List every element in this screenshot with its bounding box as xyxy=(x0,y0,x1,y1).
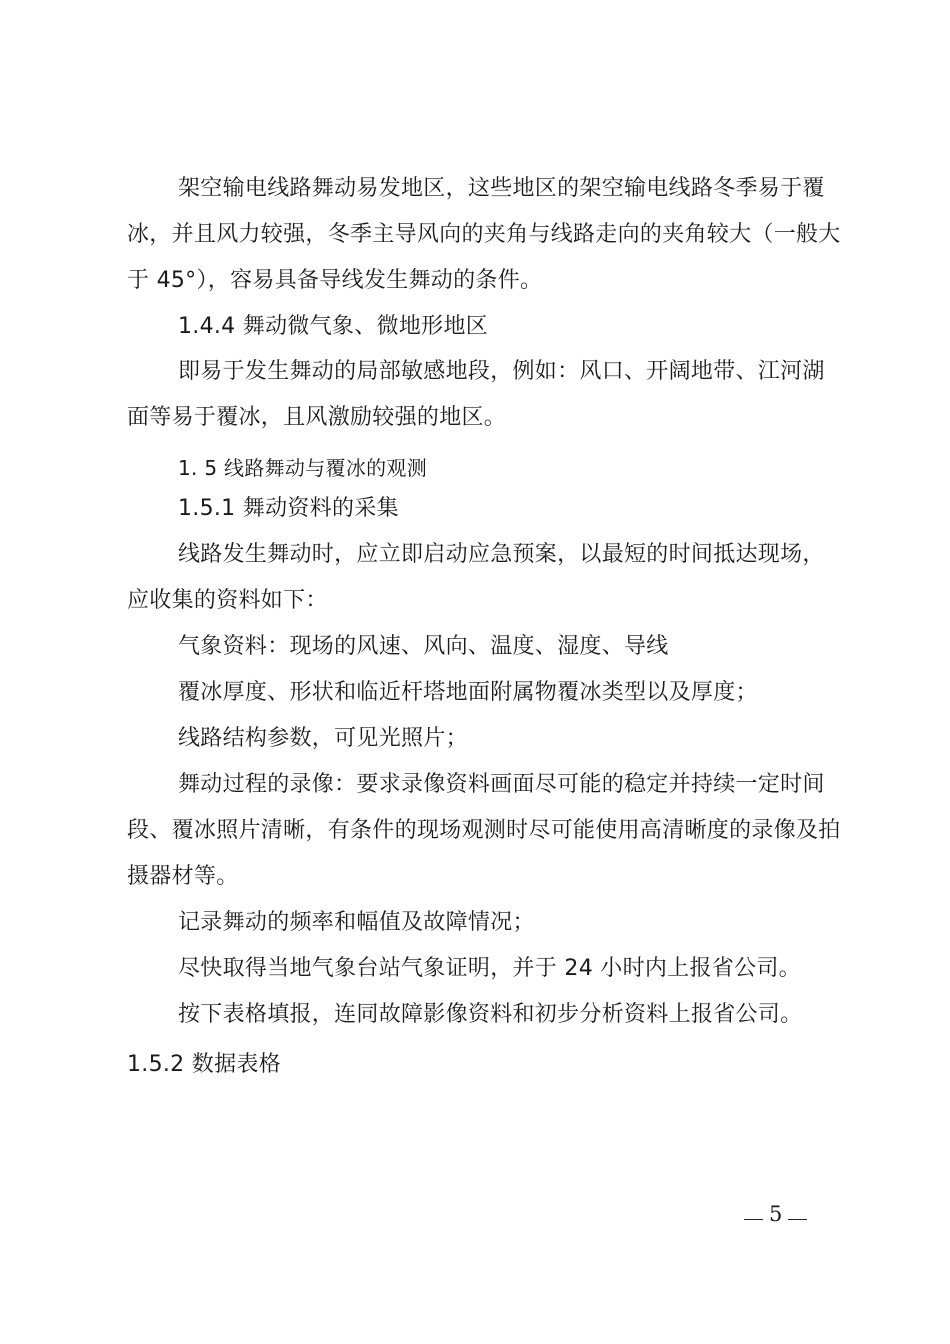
dash-left xyxy=(744,1219,763,1220)
section-heading: 1. 5 线路舞动与覆冰的观测 xyxy=(178,456,428,480)
section-heading: 1.4.4 舞动微气象、微地形地区 xyxy=(178,314,489,339)
paragraph-line: 于 45°），容易具备导线发生舞动的条件。 xyxy=(127,268,543,293)
paragraph-line: 摄器材等。 xyxy=(127,864,239,889)
paragraph-line: 架空输电线路舞动易发地区，这些地区的架空输电线路冬季易于覆 xyxy=(178,176,825,201)
paragraph-line: 面等易于覆冰，且风激励较强的地区。 xyxy=(127,405,507,430)
paragraph-line: 应收集的资料如下： xyxy=(127,588,328,613)
paragraph-line: 气象资料：现场的风速、风向、温度、湿度、导线 xyxy=(178,634,669,659)
section-heading: 1.5.1 舞动资料的采集 xyxy=(178,496,399,521)
page-number-value: 5 xyxy=(769,1202,783,1226)
paragraph-line: 即易于发生舞动的局部敏感地段，例如：风口、开阔地带、江河湖 xyxy=(178,359,825,384)
paragraph-line: 冰，并且风力较强，冬季主导风向的夹角与线路走向的夹角较大（一般大 xyxy=(127,222,841,247)
paragraph-line: 线路结构参数，可见光照片； xyxy=(178,726,468,751)
paragraph-line: 记录舞动的频率和幅值及故障情况； xyxy=(178,910,535,935)
paragraph-line: 线路发生舞动时，应立即启动应急预案，以最短的时间抵达现场， xyxy=(178,542,825,567)
paragraph-line: 尽快取得当地气象台站气象证明，并于 24 小时内上报省公司。 xyxy=(178,956,801,981)
page-number xyxy=(738,1198,813,1230)
section-heading: 1.5.2 数据表格 xyxy=(127,1052,281,1077)
dash-right xyxy=(788,1219,807,1220)
paragraph-line: 按下表格填报，连同故障影像资料和初步分析资料上报省公司。 xyxy=(178,1002,803,1027)
paragraph-line: 舞动过程的录像：要求录像资料画面尽可能的稳定并持续一定时间 xyxy=(178,772,825,797)
paragraph-line: 覆冰厚度、形状和临近杆塔地面附属物覆冰类型以及厚度； xyxy=(178,680,758,705)
paragraph-line: 段、覆冰照片清晰，有条件的现场观测时尽可能使用高清晰度的录像及拍 xyxy=(127,818,841,843)
